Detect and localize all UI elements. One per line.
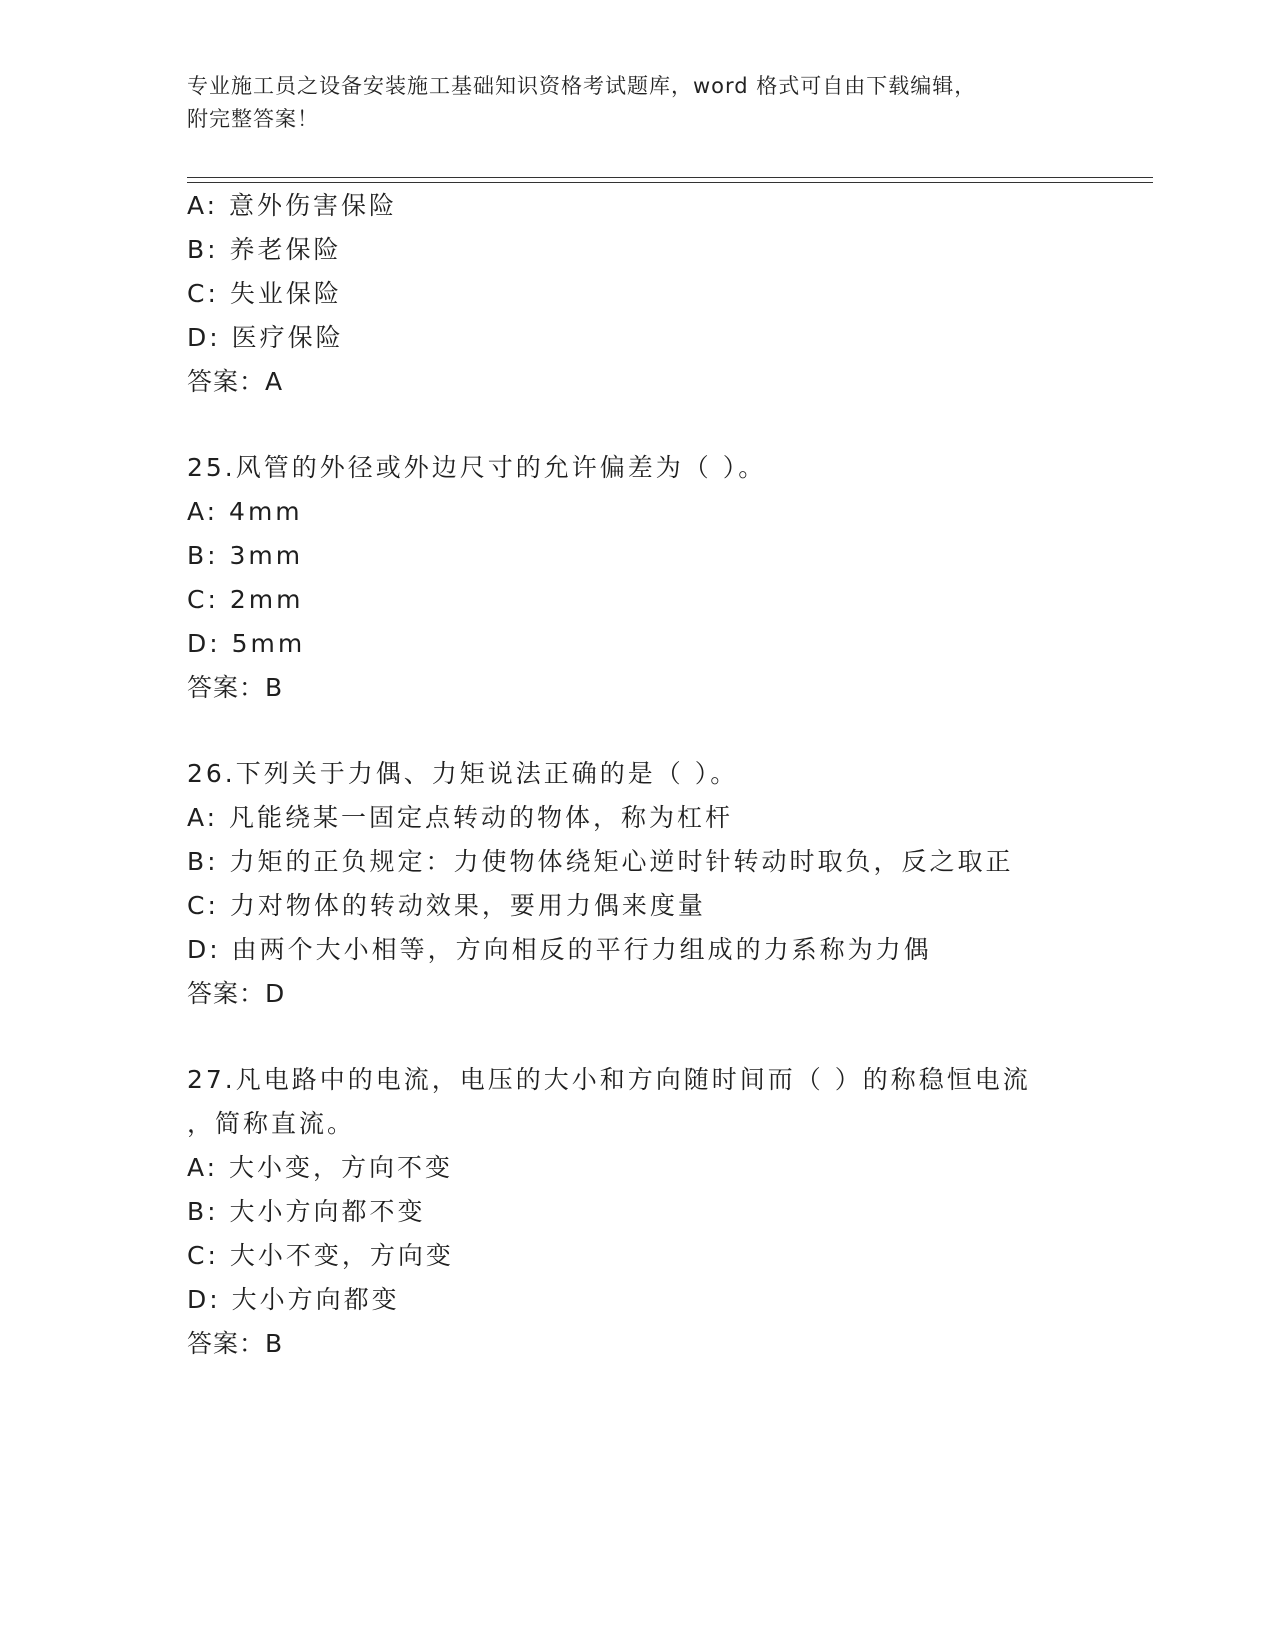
q26-answer: 答案：D [187, 979, 286, 1008]
q25-option-b: B: 3mm [187, 541, 304, 570]
q27-option-d: D: 大小方向都变 [187, 1285, 400, 1314]
q25-question: 25.风管的外径或外边尺寸的允许偏差为（ ）。 [187, 453, 767, 482]
q27-option-b: B: 大小方向都不变 [187, 1197, 426, 1226]
q26-option-c: C: 力对物体的转动效果，要用力偶来度量 [187, 891, 706, 920]
q26-option-a: A: 凡能绕某一固定点转动的物体，称为杠杆 [187, 803, 734, 832]
header-line-1: 专业施工员之设备安装施工基础知识资格考试题库，word 格式可自由下载编辑， [187, 74, 977, 98]
q26-option-b: B: 力矩的正负规定：力使物体绕矩心逆时针转动时取负，反之取正 [187, 847, 1014, 876]
q24-option-d: D: 医疗保险 [187, 323, 344, 352]
q25-option-c: C: 2mm [187, 585, 304, 614]
q27-option-c: C: 大小不变，方向变 [187, 1241, 454, 1270]
q24-option-a: A: 意外伤害保险 [187, 191, 398, 220]
document-header [187, 70, 1087, 136]
q24-answer: 答案：A [187, 367, 284, 396]
q24-option-b: B: 养老保险 [187, 235, 342, 264]
q24-option-c: C: 失业保险 [187, 279, 342, 308]
q27-option-a: A: 大小变，方向不变 [187, 1153, 454, 1182]
header-line-2: 附完整答案！ [187, 107, 319, 131]
q25-answer: 答案：B [187, 673, 284, 702]
q27-answer: 答案：B [187, 1329, 284, 1358]
q26-option-d: D: 由两个大小相等，方向相反的平行力组成的力系称为力偶 [187, 935, 932, 964]
q25-option-d: D: 5mm [187, 629, 306, 658]
header-divider [187, 177, 1153, 183]
q26-question: 26.下列关于力偶、力矩说法正确的是（ ）。 [187, 759, 739, 788]
q27-question-line-2: ，简称直流。 [187, 1109, 356, 1138]
q27-question-line-1: 27.凡电路中的电流，电压的大小和方向随时间而（ ）的称稳恒电流 [187, 1065, 1031, 1094]
q25-option-a: A: 4mm [187, 497, 303, 526]
